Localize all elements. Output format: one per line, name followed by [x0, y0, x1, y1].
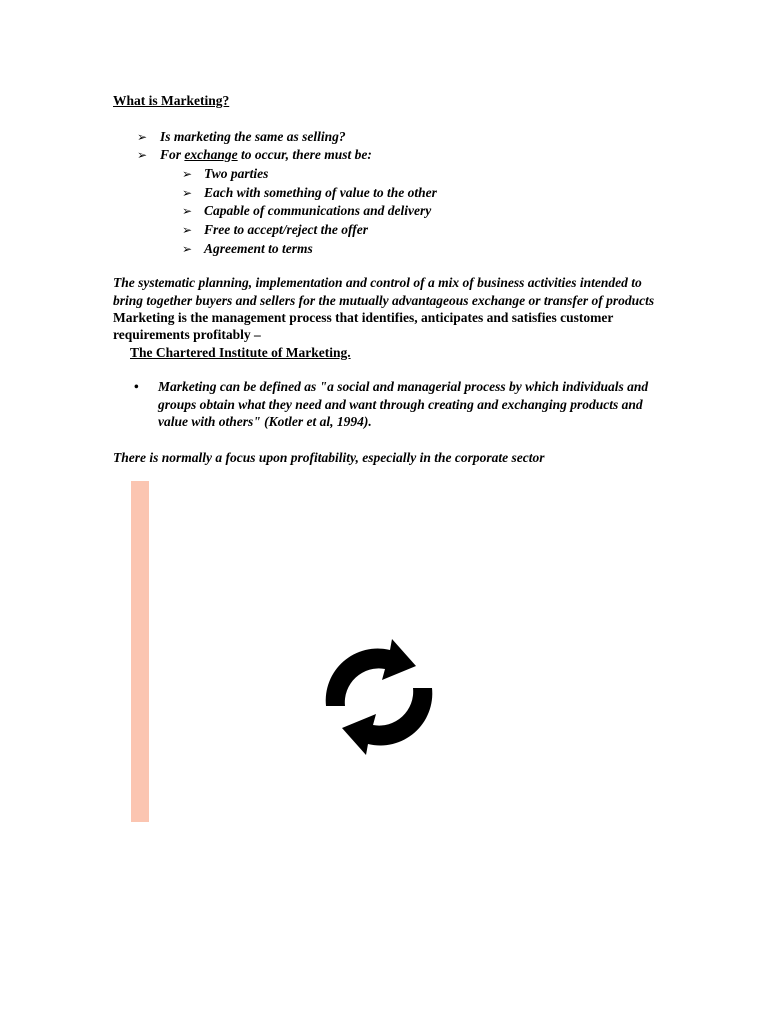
sub-bullet-arrow-icon: ➢ — [182, 186, 193, 200]
definition-italic-line: bring together buyers and sellers for the mutually advantageous exchange or transfer of products — [113, 293, 655, 308]
kotler-line: groups obtain what they need and want through creating and exchanging products and — [158, 397, 643, 412]
sub-bullet-item: Two parties — [204, 166, 269, 181]
sub-bullet-arrow-icon: ➢ — [182, 242, 193, 256]
exchange-term: exchange — [184, 147, 238, 162]
sub-bullet-item: Free to accept/reject the offer — [204, 222, 368, 237]
cycle-arrows-icon — [318, 636, 440, 758]
definition-bold-line: requirements profitably – — [113, 327, 261, 342]
definition-source: The Chartered Institute of Marketing. — [130, 345, 351, 360]
page-heading: What is Marketing? — [113, 93, 230, 108]
sub-bullet-arrow-icon: ➢ — [182, 204, 193, 218]
closing-sentence: There is normally a focus upon profitability, especially in the corporate sector — [113, 450, 545, 465]
exchange-suffix: to occur, there must be: — [237, 147, 372, 162]
bullet-question-selling: Is marketing the same as selling? — [160, 129, 346, 144]
sub-bullet-arrow-icon: ➢ — [182, 167, 193, 181]
bullet-arrow-icon: ➢ — [137, 130, 148, 144]
bullet-arrow-icon: ➢ — [137, 148, 148, 162]
kotler-line: Marketing can be defined as "a social and managerial process by which individuals and — [158, 379, 649, 394]
kotler-line: value with others" (Kotler et al, 1994). — [158, 414, 372, 429]
definition-bold-line: Marketing is the management process that identifies, anticipates and satisfies customer — [113, 310, 614, 325]
sub-bullet-item: Capable of communications and delivery — [204, 203, 432, 218]
sub-bullet-item: Each with something of value to the other — [204, 185, 437, 200]
kotler-bullet-dot: • — [134, 379, 139, 394]
exchange-prefix: For — [160, 147, 185, 162]
definition-italic-line: The systematic planning, implementation and control of a mix of business activities intended to — [113, 275, 642, 290]
side-accent-bar — [131, 481, 149, 822]
bullet-exchange-conditions — [160, 146, 372, 164]
sub-bullet-arrow-icon: ➢ — [182, 223, 193, 237]
sub-bullet-item: Agreement to terms — [204, 241, 313, 256]
